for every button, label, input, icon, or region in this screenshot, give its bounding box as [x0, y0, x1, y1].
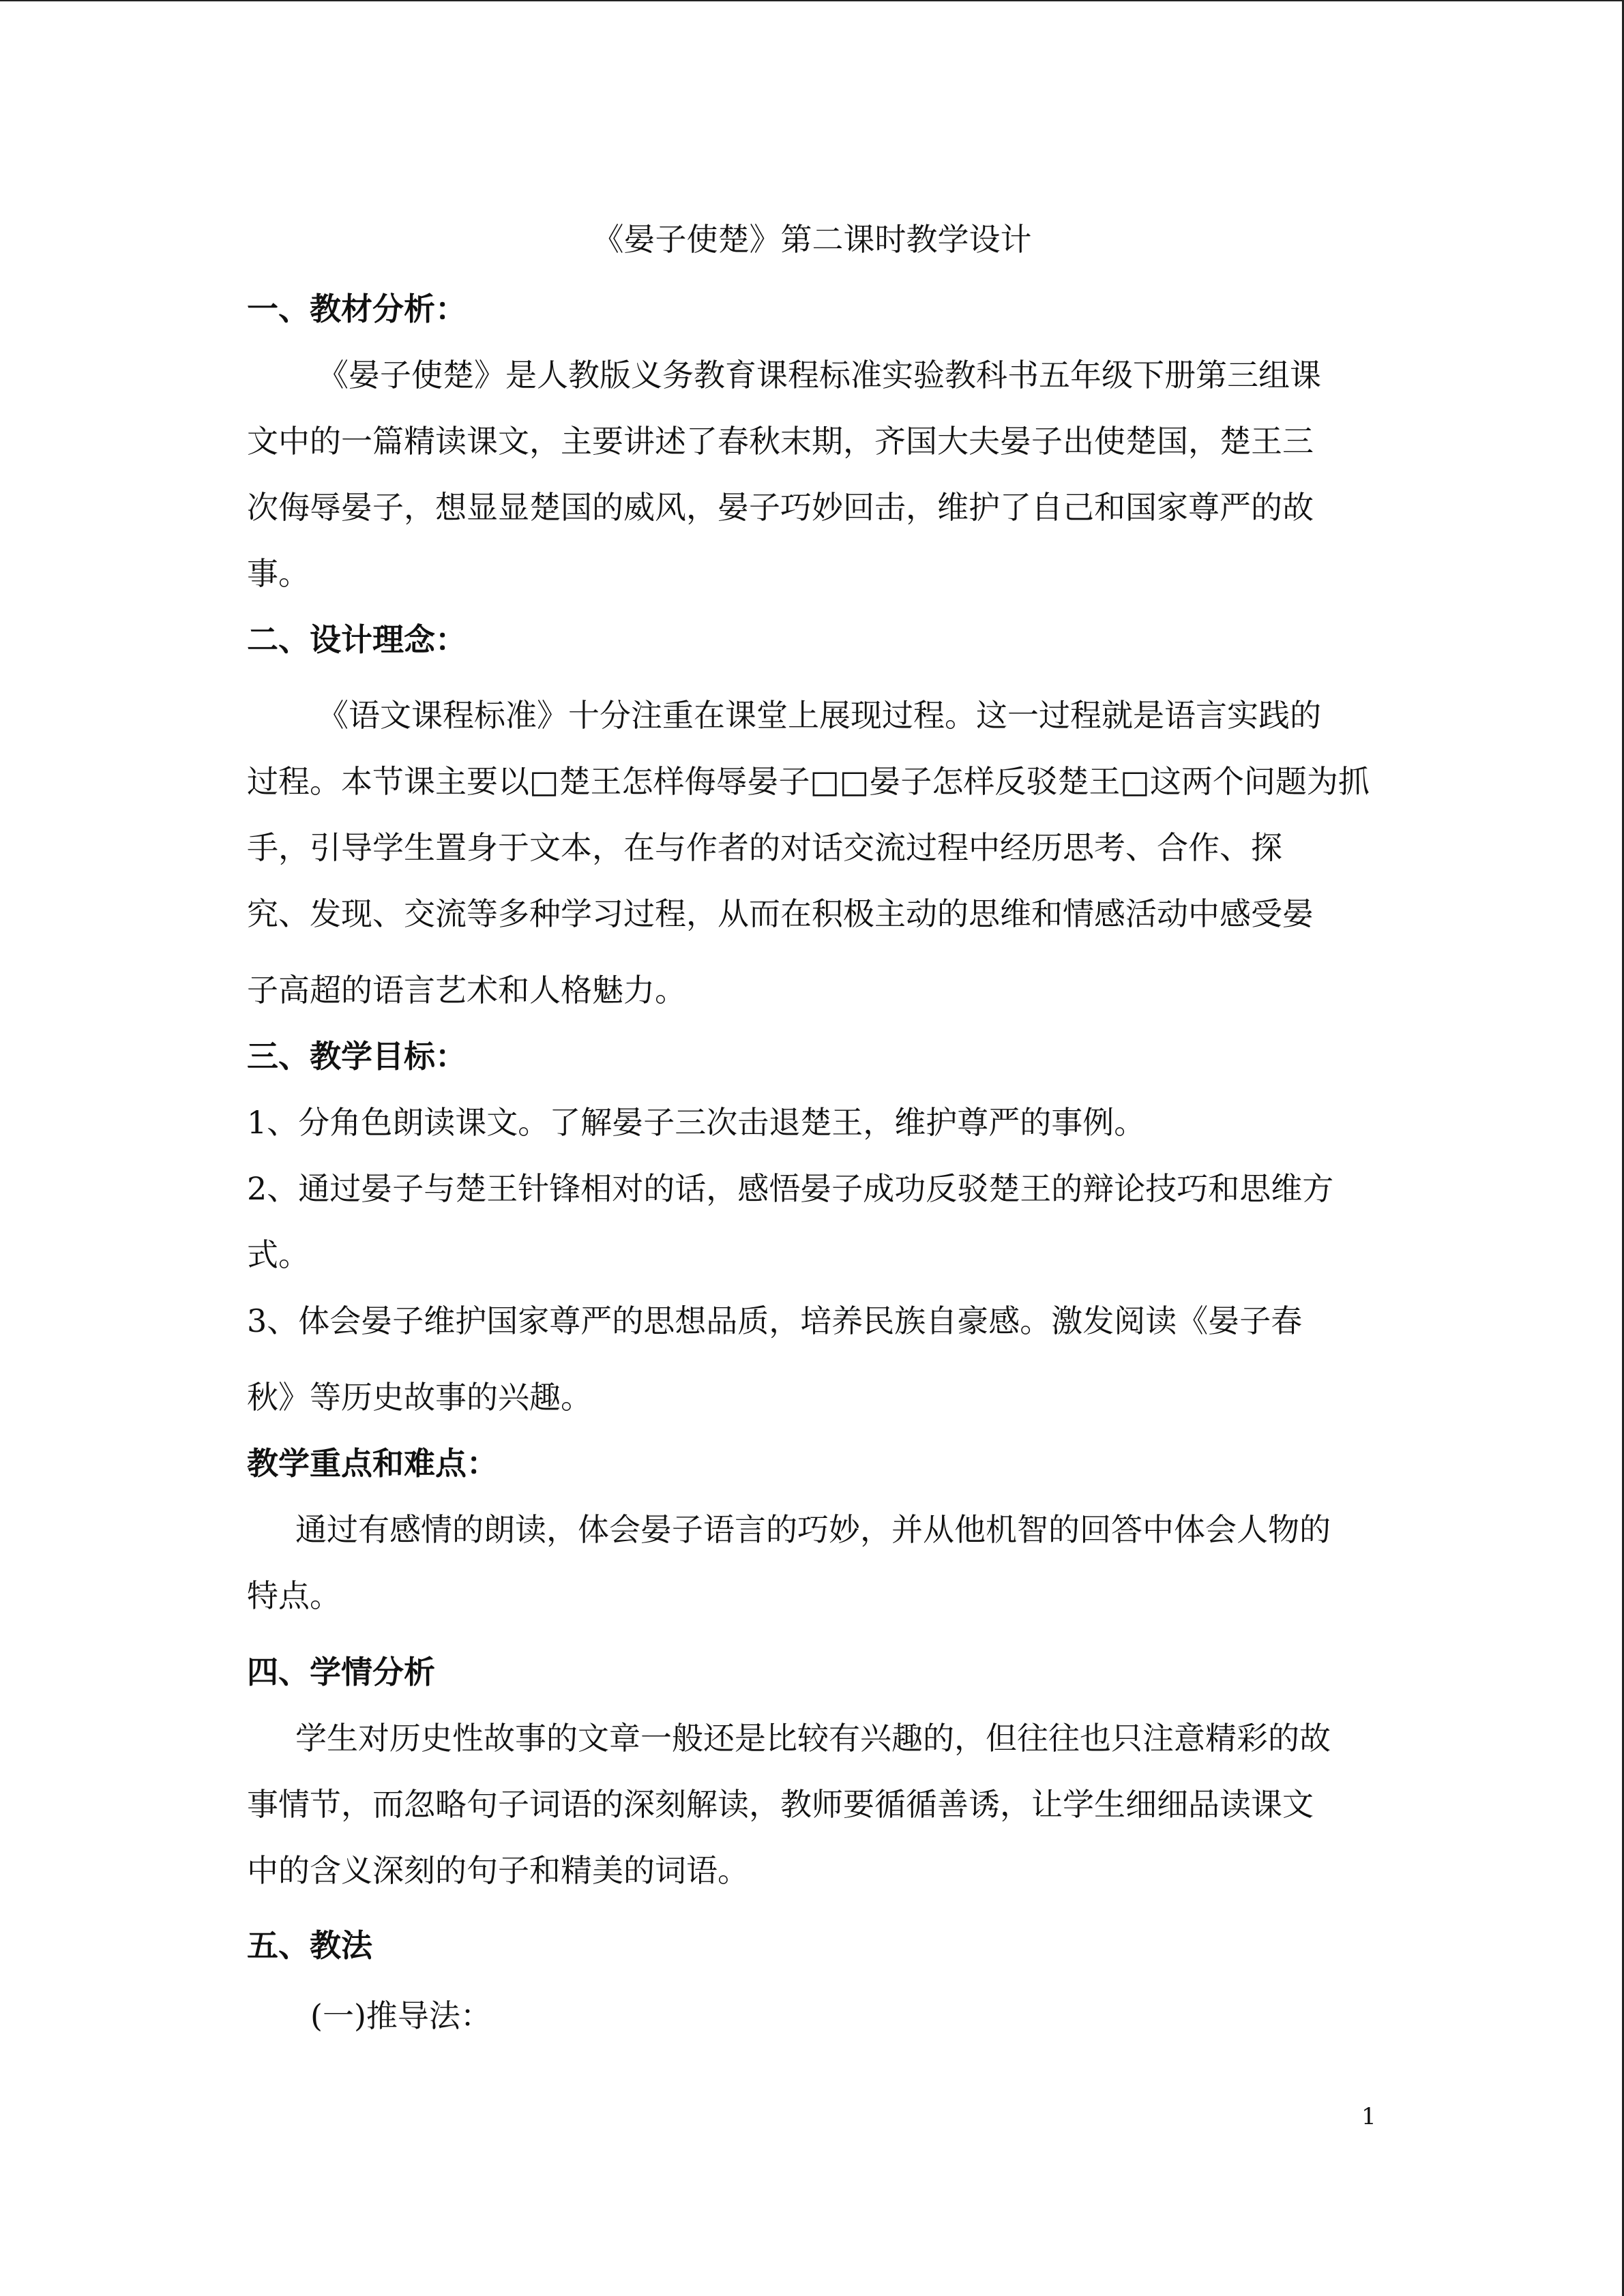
paragraph-line: 中的含义深刻的句子和精美的词语。: [247, 1852, 749, 1889]
goal-item: 1、分角色朗读课文。了解晏子三次击退楚王，维护尊严的事例。: [247, 1104, 1146, 1141]
paragraph-line: 事。: [247, 555, 310, 592]
goal-item-continuation: 秋》等历史故事的兴趣。: [247, 1379, 592, 1416]
paragraph-line: 特点。: [247, 1577, 341, 1614]
paragraph-line: 通过有感情的朗读，体会晏子语言的巧妙，并从他机智的回答中体会人物的: [295, 1511, 1331, 1548]
paragraph-line: 文中的一篇精读课文，主要讲述了春秋末期，齐国大夫晏子出使楚国，楚王三: [247, 423, 1314, 460]
section-heading-teaching-goals: 三、教学目标：: [247, 1038, 467, 1075]
section-heading-design-concept: 二、设计理念：: [247, 621, 467, 658]
page-number: 1: [1361, 2103, 1376, 2130]
section-heading-key-points: 教学重点和难点：: [247, 1445, 498, 1482]
page-border-top: [0, 0, 1624, 1]
paragraph-line: 事情节，而忽略句子词语的深刻解读，教师要循循善诱，让学生细细品读课文: [247, 1786, 1314, 1823]
goal-item: 2、通过晏子与楚王针锋相对的话，感悟晏子成功反驳楚王的辩论技巧和思维方: [247, 1170, 1334, 1207]
paragraph-line: 《语文课程标准》十分注重在课堂上展现过程。这一过程就是语言实践的: [317, 697, 1321, 734]
section-heading-teaching-methods: 五、教法: [247, 1927, 372, 1964]
goal-item: 3、体会晏子维护国家尊严的思想品质，培养民族自豪感。激发阅读《晏子春: [247, 1302, 1303, 1339]
paragraph-line: 《晏子使楚》是人教版义务教育课程标准实验教科书五年级下册第三组课: [317, 357, 1321, 393]
section-heading-textbook-analysis: 一、教材分析：: [247, 290, 467, 327]
goal-item-continuation: 式。: [247, 1236, 310, 1273]
paragraph-line: 手，引导学生置身于文本，在与作者的对话交流过程中经历思考、合作、探: [247, 829, 1282, 866]
document-title: 《晏子使楚》第二课时教学设计: [592, 221, 1032, 258]
paragraph-line: 学生对历史性故事的文章一般还是比较有兴趣的，但往往也只注意精彩的故: [295, 1720, 1331, 1757]
paragraph-line: 子高超的语言艺术和人格魅力。: [247, 972, 686, 1009]
paragraph-line: 次侮辱晏子，想显显楚国的威风，晏子巧妙回击，维护了自己和国家尊严的故: [247, 489, 1314, 526]
method-item: (一)推导法：: [310, 1997, 492, 2034]
paragraph-line: 究、发现、交流等多种学习过程，从而在积极主动的思维和情感活动中感受晏: [247, 895, 1314, 932]
paragraph-line: 过程。本节课主要以□楚王怎样侮辱晏子□□晏子怎样反驳楚王□这两个问题为抓: [247, 763, 1370, 800]
section-heading-student-analysis: 四、学情分析: [247, 1654, 435, 1690]
